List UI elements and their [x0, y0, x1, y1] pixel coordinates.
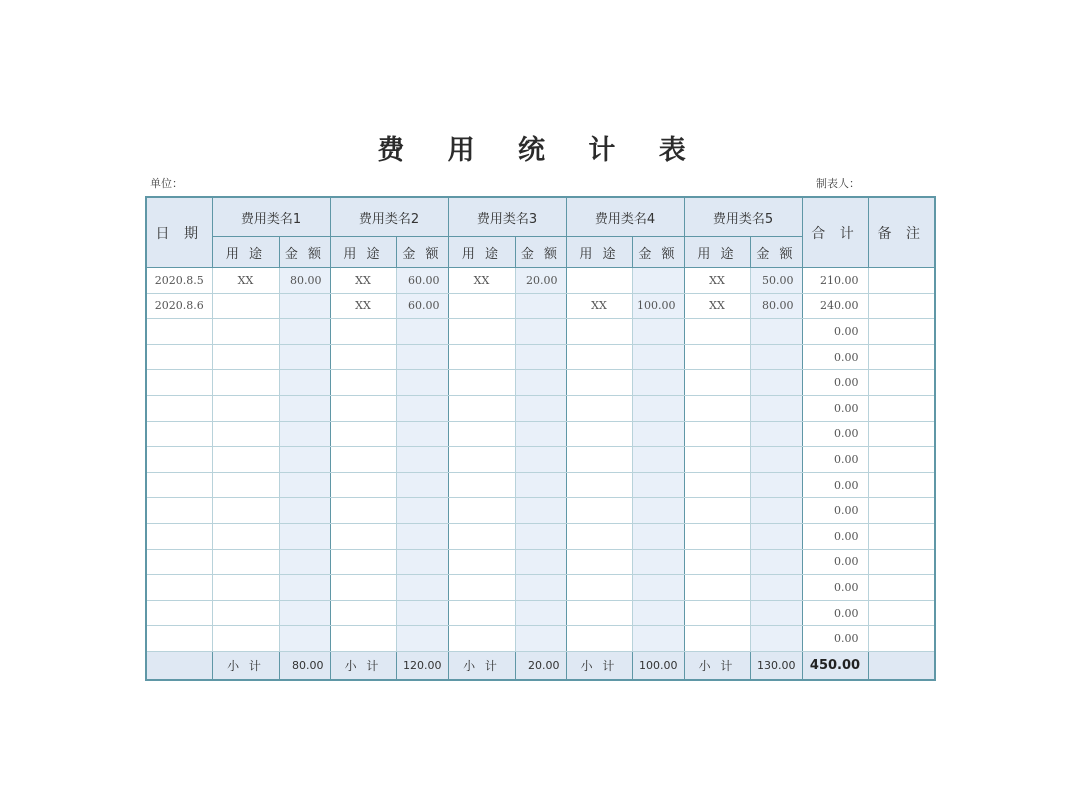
amount-cell[interactable]	[396, 268, 448, 294]
date-cell[interactable]	[146, 293, 212, 319]
amount-cell[interactable]	[750, 549, 802, 575]
header-amount-3: 金 额	[515, 237, 566, 268]
usage-cell[interactable]	[212, 293, 279, 319]
remark-cell[interactable]	[868, 344, 935, 370]
subtotal-value-text: 120.00	[403, 658, 442, 672]
subtotal-label-text: 小 计	[227, 658, 264, 673]
usage-cell[interactable]	[330, 600, 396, 626]
date-cell[interactable]	[146, 600, 212, 626]
header-category-1: 费用类名1	[212, 197, 330, 237]
date-cell[interactable]	[146, 472, 212, 498]
header-usage-4: 用 途	[566, 237, 632, 268]
usage-cell[interactable]	[330, 549, 396, 575]
amount-cell[interactable]	[396, 421, 448, 447]
total-cell[interactable]	[802, 319, 868, 345]
amount-cell[interactable]	[279, 472, 330, 498]
amount-cell[interactable]	[396, 344, 448, 370]
subtotal-label	[212, 651, 279, 680]
usage-cell-text: XX	[709, 273, 725, 287]
amount-cell[interactable]	[279, 523, 330, 549]
remark-cell[interactable]	[868, 472, 935, 498]
amount-cell[interactable]	[515, 421, 566, 447]
usage-cell[interactable]	[212, 344, 279, 370]
date-cell[interactable]	[146, 268, 212, 294]
total-cell-text: 0.00	[834, 427, 859, 441]
amount-cell-text: 80.00	[290, 273, 322, 287]
total-cell[interactable]	[802, 447, 868, 473]
amount-cell[interactable]	[515, 293, 566, 319]
amount-cell[interactable]	[279, 421, 330, 447]
total-cell[interactable]	[802, 600, 868, 626]
unit-label: 单位：	[150, 177, 183, 190]
expense-table	[145, 196, 936, 681]
amount-cell-text: 60.00	[408, 299, 440, 313]
subtotal-value-text: 20.00	[528, 658, 560, 672]
remark-cell[interactable]	[868, 319, 935, 345]
usage-cell-text: XX	[591, 299, 607, 313]
date-cell[interactable]	[146, 575, 212, 601]
table-row	[146, 575, 935, 601]
header-date: 日 期	[146, 197, 212, 268]
total-cell[interactable]	[802, 421, 868, 447]
amount-cell[interactable]	[632, 447, 684, 473]
subtotal-value	[396, 651, 448, 680]
amount-cell[interactable]	[632, 344, 684, 370]
header-total: 合 计	[802, 197, 868, 268]
amount-cell[interactable]	[515, 523, 566, 549]
total-cell[interactable]	[802, 626, 868, 652]
amount-cell[interactable]	[396, 395, 448, 421]
total-cell[interactable]	[802, 575, 868, 601]
amount-cell[interactable]	[515, 447, 566, 473]
usage-cell[interactable]	[330, 498, 396, 524]
amount-cell[interactable]	[632, 626, 684, 652]
remark-cell[interactable]	[868, 370, 935, 396]
header-remark: 备 注	[868, 197, 935, 268]
remark-cell[interactable]	[868, 447, 935, 473]
usage-cell[interactable]	[448, 472, 515, 498]
date-cell[interactable]	[146, 421, 212, 447]
usage-cell[interactable]	[448, 575, 515, 601]
total-cell[interactable]	[802, 268, 868, 294]
subtotal-label	[448, 651, 515, 680]
total-cell[interactable]	[802, 498, 868, 524]
usage-cell[interactable]	[330, 626, 396, 652]
amount-cell[interactable]	[515, 472, 566, 498]
total-cell-text: 0.00	[834, 401, 859, 415]
remark-cell[interactable]	[868, 293, 935, 319]
usage-cell[interactable]	[684, 498, 750, 524]
total-cell-text: 240.00	[820, 299, 859, 313]
date-cell[interactable]	[146, 498, 212, 524]
usage-cell[interactable]	[566, 395, 632, 421]
subtotal-row	[146, 651, 935, 680]
usage-cell[interactable]	[684, 472, 750, 498]
amount-cell-text: 60.00	[408, 273, 440, 287]
total-cell[interactable]	[802, 344, 868, 370]
table-row	[146, 498, 935, 524]
amount-cell[interactable]	[515, 268, 566, 294]
remark-cell[interactable]	[868, 268, 935, 294]
usage-cell[interactable]	[684, 600, 750, 626]
date-cell-text: 2020.8.5	[154, 273, 204, 287]
usage-cell[interactable]	[566, 523, 632, 549]
amount-cell[interactable]	[279, 600, 330, 626]
usage-cell[interactable]	[684, 575, 750, 601]
table-row	[146, 472, 935, 498]
usage-cell[interactable]	[684, 293, 750, 319]
total-cell[interactable]	[802, 395, 868, 421]
usage-cell[interactable]	[448, 268, 515, 294]
usage-cell[interactable]	[212, 447, 279, 473]
header-category-2: 费用类名2	[330, 197, 448, 237]
remark-cell[interactable]	[868, 575, 935, 601]
amount-cell[interactable]	[396, 293, 448, 319]
amount-cell[interactable]	[515, 626, 566, 652]
amount-cell[interactable]	[515, 600, 566, 626]
usage-cell[interactable]	[684, 626, 750, 652]
usage-cell[interactable]	[330, 268, 396, 294]
amount-cell-text: 100.00	[637, 299, 676, 313]
total-cell-text: 0.00	[834, 606, 859, 620]
table-row	[146, 268, 935, 294]
amount-cell[interactable]	[279, 498, 330, 524]
table-row	[146, 319, 935, 345]
usage-cell[interactable]	[684, 421, 750, 447]
usage-cell[interactable]	[212, 523, 279, 549]
usage-cell[interactable]	[330, 395, 396, 421]
total-cell[interactable]	[802, 523, 868, 549]
amount-cell[interactable]	[750, 395, 802, 421]
amount-cell[interactable]	[750, 344, 802, 370]
header-category-5: 费用类名5	[684, 197, 802, 237]
date-cell[interactable]	[146, 344, 212, 370]
amount-cell[interactable]	[515, 498, 566, 524]
usage-cell[interactable]	[566, 447, 632, 473]
total-cell-text: 0.00	[834, 452, 859, 466]
amount-cell[interactable]	[279, 575, 330, 601]
header-usage-1: 用 途	[212, 237, 279, 268]
usage-cell[interactable]	[684, 268, 750, 294]
remark-cell[interactable]	[868, 626, 935, 652]
subtotal-value	[279, 651, 330, 680]
total-cell-text: 0.00	[834, 478, 859, 492]
amount-cell-text: 20.00	[526, 273, 558, 287]
usage-cell[interactable]	[684, 344, 750, 370]
amount-cell[interactable]	[750, 575, 802, 601]
usage-cell[interactable]	[212, 370, 279, 396]
table-row	[146, 421, 935, 447]
table-row	[146, 344, 935, 370]
amount-cell[interactable]	[396, 370, 448, 396]
total-cell-text: 0.00	[834, 632, 859, 646]
total-cell-text: 0.00	[834, 555, 859, 569]
total-cell[interactable]	[802, 293, 868, 319]
usage-cell-text: XX	[355, 299, 371, 313]
date-cell[interactable]	[146, 523, 212, 549]
remark-cell[interactable]	[868, 549, 935, 575]
usage-cell[interactable]	[448, 626, 515, 652]
amount-cell[interactable]	[750, 498, 802, 524]
usage-cell[interactable]	[566, 344, 632, 370]
amount-cell[interactable]	[632, 549, 684, 575]
subtotal-value-text: 130.00	[757, 658, 796, 672]
amount-cell[interactable]	[515, 575, 566, 601]
usage-cell[interactable]	[448, 549, 515, 575]
amount-cell[interactable]	[515, 395, 566, 421]
subtotal-label-text: 小 计	[698, 658, 736, 673]
usage-cell[interactable]	[684, 319, 750, 345]
total-cell[interactable]	[802, 549, 868, 575]
amount-cell[interactable]	[750, 370, 802, 396]
amount-cell[interactable]	[632, 319, 684, 345]
header-amount-4: 金 额	[632, 237, 684, 268]
usage-cell[interactable]	[448, 498, 515, 524]
usage-cell-text: XX	[237, 273, 254, 287]
usage-cell[interactable]	[448, 319, 515, 345]
amount-cell[interactable]	[396, 447, 448, 473]
usage-cell[interactable]	[330, 575, 396, 601]
amount-cell-text: 50.00	[762, 273, 794, 287]
usage-cell[interactable]	[448, 395, 515, 421]
amount-cell[interactable]	[279, 626, 330, 652]
remark-cell[interactable]	[868, 600, 935, 626]
table-row	[146, 395, 935, 421]
amount-cell[interactable]	[279, 549, 330, 575]
usage-cell[interactable]	[566, 370, 632, 396]
usage-cell-text: XX	[709, 299, 725, 313]
table-row	[146, 626, 935, 652]
total-cell-text: 210.00	[820, 273, 859, 287]
amount-cell[interactable]	[750, 472, 802, 498]
remark-cell[interactable]	[868, 523, 935, 549]
header-usage-2: 用 途	[330, 237, 396, 268]
subtotal-label-text: 小 计	[580, 658, 618, 673]
usage-cell[interactable]	[566, 472, 632, 498]
usage-cell[interactable]	[212, 319, 279, 345]
usage-cell[interactable]	[212, 600, 279, 626]
page-title: 费 用 统 计 表	[377, 135, 703, 166]
amount-cell[interactable]	[515, 319, 566, 345]
usage-cell[interactable]	[684, 370, 750, 396]
amount-cell[interactable]	[396, 472, 448, 498]
table-row	[146, 549, 935, 575]
amount-cell[interactable]	[515, 344, 566, 370]
usage-cell[interactable]	[330, 319, 396, 345]
total-cell[interactable]	[802, 472, 868, 498]
usage-cell[interactable]	[566, 575, 632, 601]
amount-cell[interactable]	[632, 395, 684, 421]
subtotal-label-text: 小 计	[463, 658, 500, 673]
subtotal-value	[515, 651, 566, 680]
amount-cell[interactable]	[632, 498, 684, 524]
usage-cell[interactable]	[566, 421, 632, 447]
header-usage-5: 用 途	[684, 237, 750, 268]
usage-cell[interactable]	[566, 268, 632, 294]
total-cell-text: 0.00	[834, 376, 859, 390]
usage-cell[interactable]	[566, 549, 632, 575]
header-amount-2: 金 额	[396, 237, 448, 268]
amount-cell[interactable]	[632, 575, 684, 601]
usage-cell[interactable]	[448, 447, 515, 473]
usage-cell[interactable]	[212, 549, 279, 575]
header-category-3: 费用类名3	[448, 197, 566, 237]
amount-cell[interactable]	[750, 523, 802, 549]
date-cell[interactable]	[146, 626, 212, 652]
amount-cell[interactable]	[279, 395, 330, 421]
amount-cell[interactable]	[632, 472, 684, 498]
usage-cell[interactable]	[448, 600, 515, 626]
subtotal-value	[750, 651, 802, 680]
remark-cell[interactable]	[868, 395, 935, 421]
amount-cell[interactable]	[279, 319, 330, 345]
table-row	[146, 370, 935, 396]
amount-cell[interactable]	[750, 447, 802, 473]
usage-cell[interactable]	[212, 472, 279, 498]
total-cell-text: 0.00	[834, 504, 859, 518]
header-category-4: 费用类名4	[566, 197, 684, 237]
usage-cell[interactable]	[212, 395, 279, 421]
subtotal-value-text: 80.00	[292, 658, 324, 672]
date-cell[interactable]	[146, 549, 212, 575]
usage-cell[interactable]	[330, 472, 396, 498]
amount-cell[interactable]	[632, 523, 684, 549]
total-cell-text: 0.00	[834, 580, 859, 594]
amount-cell[interactable]	[750, 293, 802, 319]
usage-cell[interactable]	[684, 447, 750, 473]
amount-cell[interactable]	[396, 549, 448, 575]
amount-cell-text: 80.00	[762, 299, 794, 313]
date-cell-text: 2020.8.6	[154, 299, 204, 313]
grand-total-text: 450.00	[809, 657, 861, 673]
amount-cell[interactable]	[750, 600, 802, 626]
header-usage-3: 用 途	[448, 237, 515, 268]
usage-cell-text: XX	[355, 273, 371, 287]
remark-cell[interactable]	[868, 498, 935, 524]
usage-cell[interactable]	[684, 395, 750, 421]
header-row-categories	[146, 197, 935, 237]
grand-total	[802, 651, 868, 680]
usage-cell[interactable]	[212, 626, 279, 652]
subtotal-label-text: 小 计	[344, 658, 382, 673]
amount-cell[interactable]	[750, 319, 802, 345]
amount-cell[interactable]	[396, 626, 448, 652]
usage-cell[interactable]	[684, 523, 750, 549]
total-cell-text: 0.00	[834, 324, 859, 338]
amount-cell[interactable]	[396, 498, 448, 524]
usage-cell[interactable]	[566, 498, 632, 524]
date-cell[interactable]	[146, 395, 212, 421]
usage-cell[interactable]	[212, 498, 279, 524]
usage-cell[interactable]	[566, 626, 632, 652]
usage-cell[interactable]	[448, 293, 515, 319]
amount-cell[interactable]	[515, 370, 566, 396]
usage-cell[interactable]	[448, 523, 515, 549]
amount-cell[interactable]	[632, 600, 684, 626]
header-amount-5: 金 额	[750, 237, 802, 268]
usage-cell[interactable]	[330, 344, 396, 370]
subtotal-label	[566, 651, 632, 680]
amount-cell[interactable]	[396, 319, 448, 345]
amount-cell[interactable]	[632, 421, 684, 447]
amount-cell[interactable]	[279, 268, 330, 294]
table-row	[146, 523, 935, 549]
usage-cell[interactable]	[212, 268, 279, 294]
date-cell[interactable]	[146, 319, 212, 345]
maker-label: 制表人：	[816, 177, 860, 190]
table-row	[146, 293, 935, 319]
amount-cell[interactable]	[750, 421, 802, 447]
subtotal-value-text: 100.00	[639, 658, 678, 672]
amount-cell[interactable]	[279, 447, 330, 473]
usage-cell[interactable]	[448, 370, 515, 396]
usage-cell[interactable]	[330, 421, 396, 447]
usage-cell[interactable]	[566, 600, 632, 626]
subtotal-remark-blank	[868, 651, 935, 680]
amount-cell[interactable]	[750, 626, 802, 652]
amount-cell[interactable]	[750, 268, 802, 294]
amount-cell[interactable]	[279, 370, 330, 396]
usage-cell[interactable]	[330, 293, 396, 319]
usage-cell-text: XX	[473, 273, 490, 287]
remark-cell[interactable]	[868, 421, 935, 447]
usage-cell[interactable]	[566, 293, 632, 319]
table-row	[146, 447, 935, 473]
total-cell-text: 0.00	[834, 350, 859, 364]
subtotal-value	[632, 651, 684, 680]
total-cell[interactable]	[802, 370, 868, 396]
amount-cell[interactable]	[279, 344, 330, 370]
subtotal-label	[684, 651, 750, 680]
amount-cell[interactable]	[632, 370, 684, 396]
usage-cell[interactable]	[212, 575, 279, 601]
header-amount-1: 金 额	[279, 237, 330, 268]
table-row	[146, 600, 935, 626]
amount-cell[interactable]	[279, 293, 330, 319]
subtotal-date-blank	[146, 651, 212, 680]
usage-cell[interactable]	[330, 370, 396, 396]
amount-cell[interactable]	[515, 549, 566, 575]
usage-cell[interactable]	[684, 549, 750, 575]
amount-cell[interactable]	[396, 523, 448, 549]
usage-cell[interactable]	[212, 421, 279, 447]
usage-cell[interactable]	[330, 523, 396, 549]
amount-cell[interactable]	[396, 600, 448, 626]
amount-cell[interactable]	[632, 268, 684, 294]
amount-cell[interactable]	[632, 293, 684, 319]
usage-cell[interactable]	[566, 319, 632, 345]
usage-cell[interactable]	[448, 421, 515, 447]
usage-cell[interactable]	[448, 344, 515, 370]
total-cell-text: 0.00	[834, 529, 859, 543]
subtotal-label	[330, 651, 396, 680]
date-cell[interactable]	[146, 447, 212, 473]
usage-cell[interactable]	[330, 447, 396, 473]
amount-cell[interactable]	[396, 575, 448, 601]
date-cell[interactable]	[146, 370, 212, 396]
